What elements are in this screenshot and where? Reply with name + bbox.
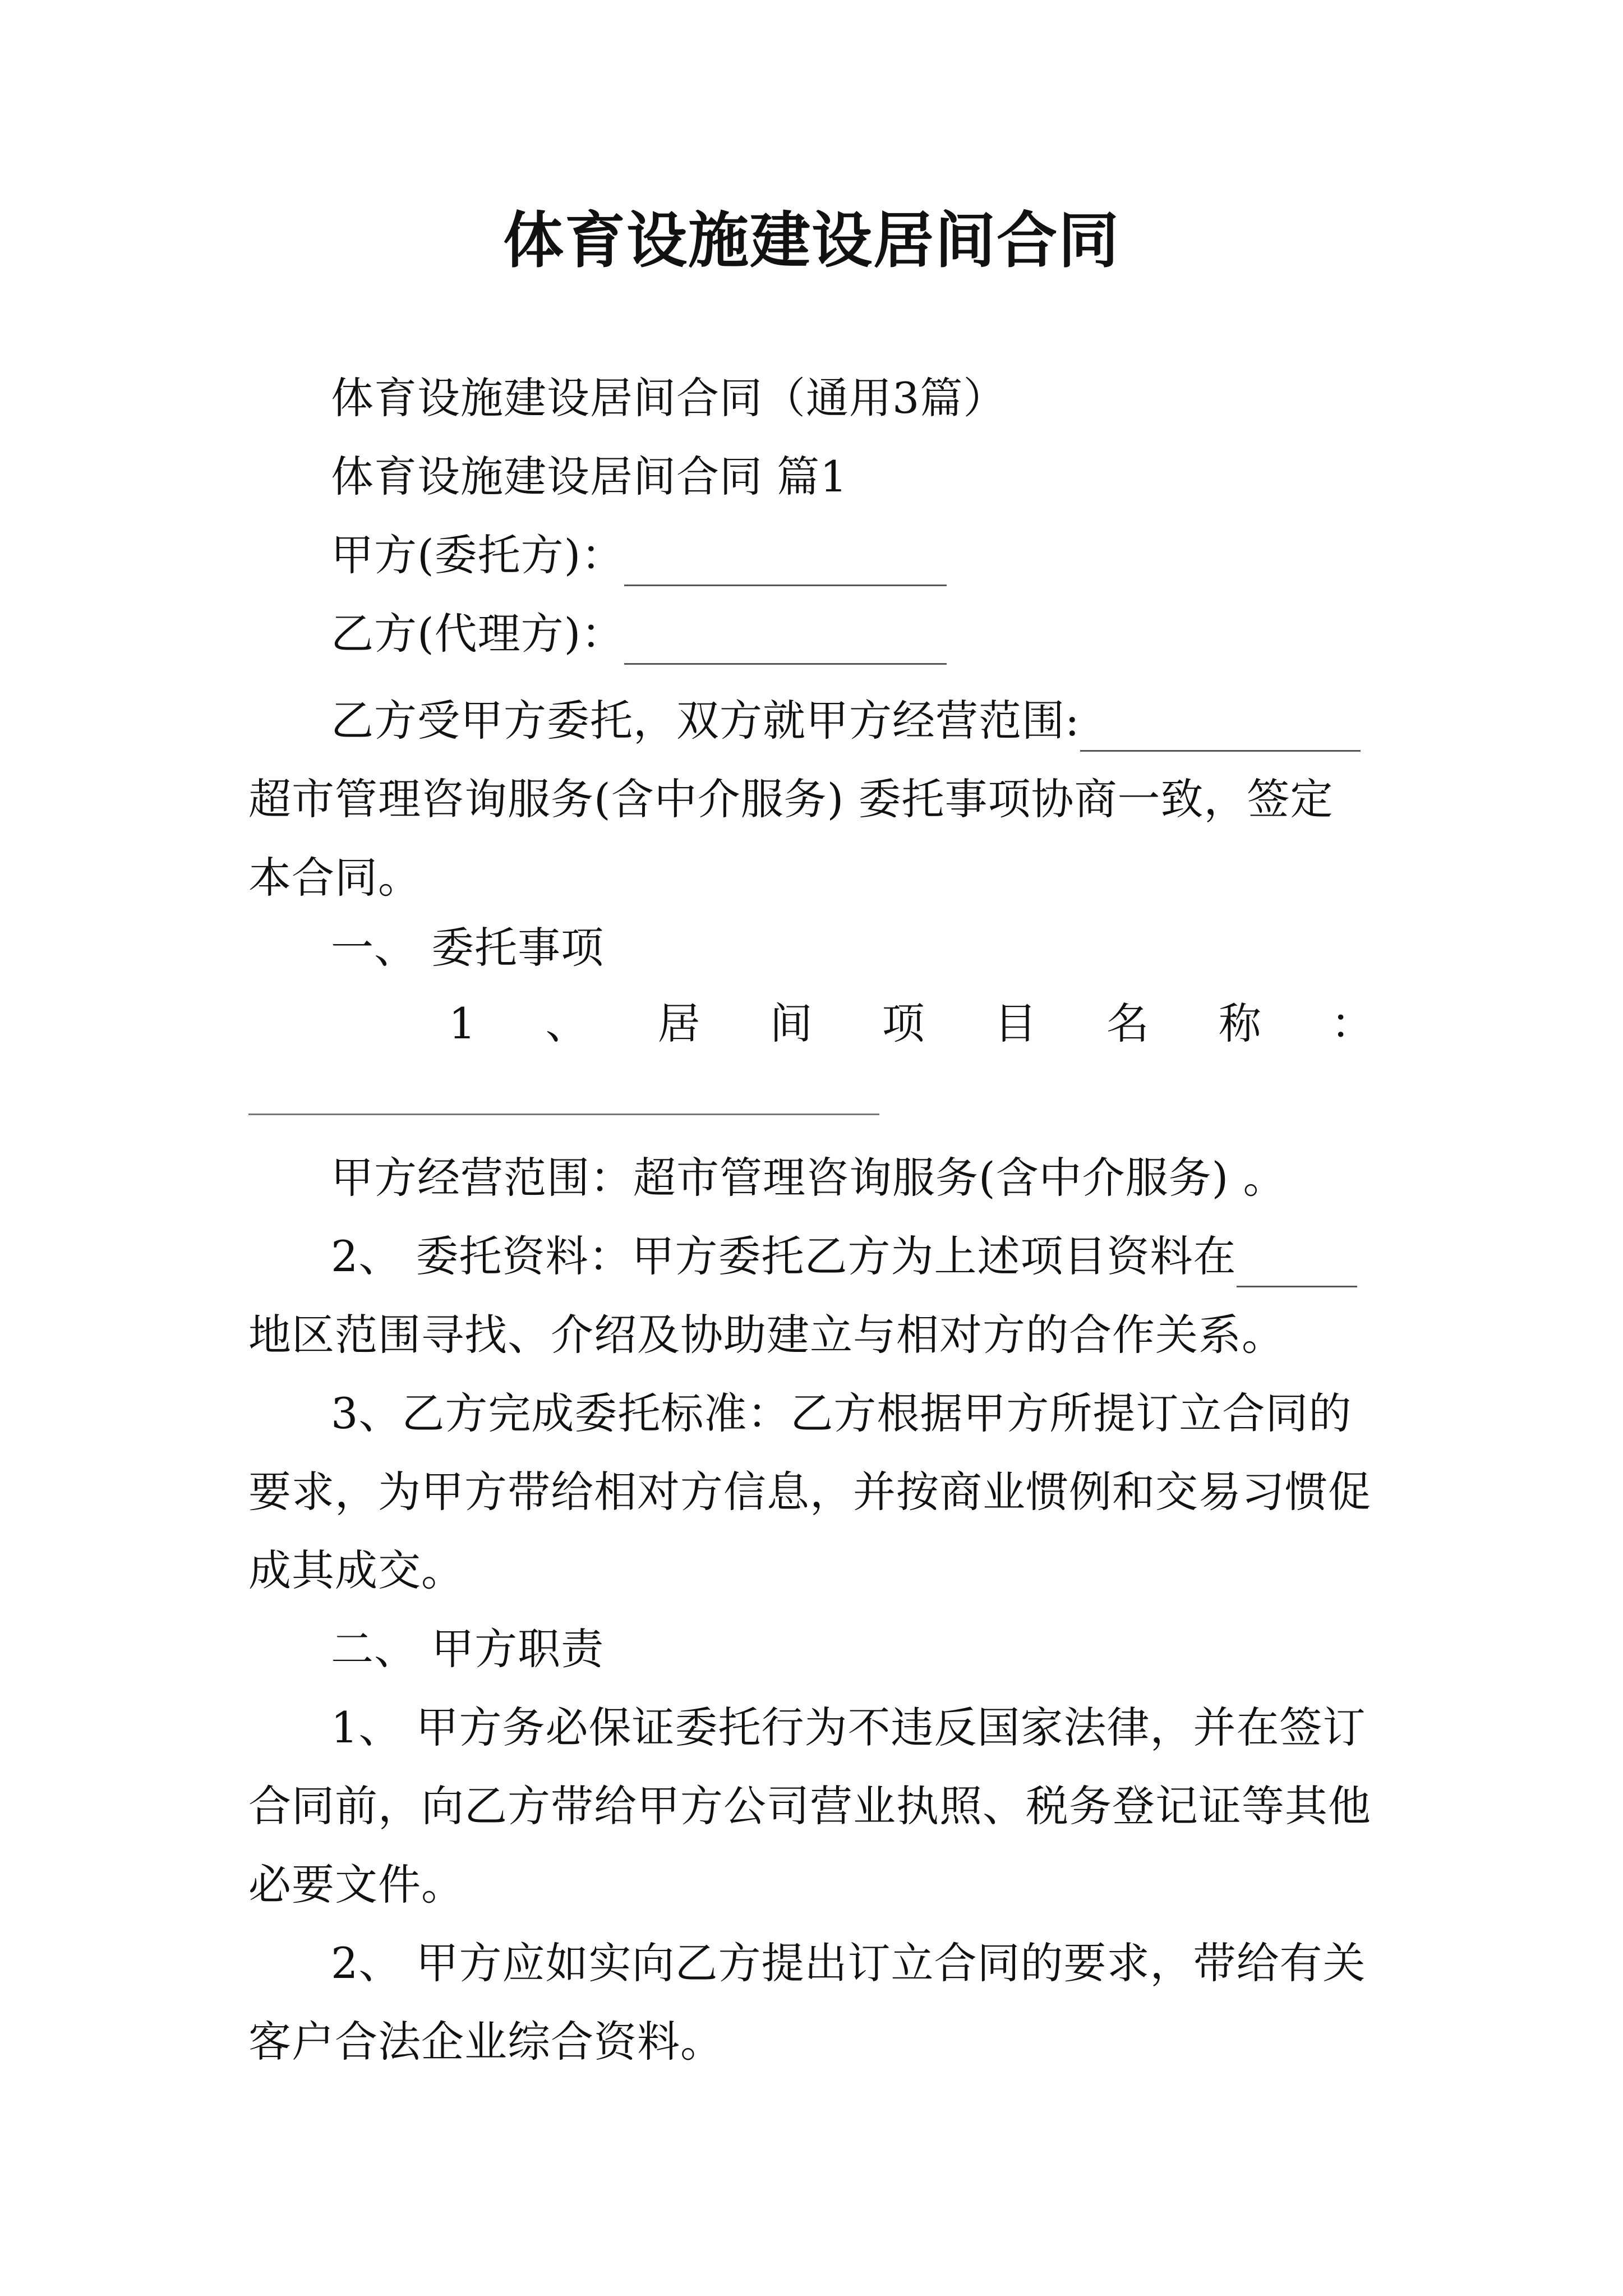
intro-line-1 <box>331 690 1458 752</box>
party-b-label: 乙方(代理方)： <box>331 609 625 659</box>
s2-item1-line-3: 必要文件。 <box>248 1860 464 1910</box>
item1-char: 名 <box>1106 999 1150 1048</box>
s2-item2-line-1: 2、 甲方应如实向乙方提出订立合同的要求，带给有关 <box>331 1938 1366 1988</box>
scope-line: 甲方经营范围：超市管理咨询服务(含中介服务) 。 <box>331 1153 1287 1203</box>
item1-char: 项 <box>882 999 925 1048</box>
item1-project-name-line <box>449 993 1374 1055</box>
party-b-blank <box>624 607 947 665</box>
item1-char: 1 <box>449 999 477 1048</box>
intro-text-1: 乙方受甲方委托，双方就甲方经营范围: <box>331 696 1080 746</box>
section1-heading: 一、 委托事项 <box>331 923 605 973</box>
project-name-blank <box>248 1114 879 1115</box>
item3-line-1: 3、乙方完成委托标准：乙方根据甲方所提订立合同的 <box>331 1388 1352 1438</box>
s2-item2-line-2: 客户合法企业综合资料。 <box>248 2017 723 2067</box>
business-scope-blank <box>1080 694 1361 752</box>
party-a-line <box>331 524 1458 586</box>
item1-char: 称 <box>1218 999 1262 1048</box>
item3-line-3: 成其成交。 <box>248 1545 464 1595</box>
region-blank <box>1237 1230 1357 1287</box>
item1-char: 居 <box>657 999 701 1048</box>
item2-line-2: 地区范围寻找、介绍及协助建立与相对方的合作关系。 <box>248 1310 1285 1360</box>
item1-char: ： <box>1330 999 1374 1048</box>
s2-item1-line-1: 1、 甲方务必保证委托行为不违反国家法律，并在签订 <box>331 1703 1366 1752</box>
item1-char: 、 <box>545 999 589 1048</box>
party-a-label: 甲方(委托方)： <box>331 530 625 580</box>
item3-line-2: 要求，为甲方带给相对方信息，并按商业惯例和交易习惯促 <box>248 1467 1371 1517</box>
item1-char: 目 <box>994 999 1038 1048</box>
party-b-line <box>331 603 1458 665</box>
party-a-blank <box>624 528 947 586</box>
intro-line-3: 本合同。 <box>248 853 421 903</box>
s2-item1-line-2: 合同前，向乙方带给甲方公司营业执照、税务登记证等其他 <box>248 1781 1371 1831</box>
item2-line-1 <box>331 1226 1458 1287</box>
item1-char: 间 <box>769 999 813 1048</box>
item2-text-1: 2、 委托资料：甲方委托乙方为上述项目资料在 <box>331 1231 1237 1281</box>
part-heading: 体育设施建设居间合同 篇1 <box>331 452 848 501</box>
section2-heading: 二、 甲方职责 <box>331 1624 605 1674</box>
document-subtitle: 体育设施建设居间合同（通用3篇） <box>331 373 1007 423</box>
intro-line-2: 超市管理咨询服务(含中介服务) 委托事项协商一致，签定 <box>248 774 1334 824</box>
document-title: 体育设施建设居间合同 <box>502 206 1120 276</box>
